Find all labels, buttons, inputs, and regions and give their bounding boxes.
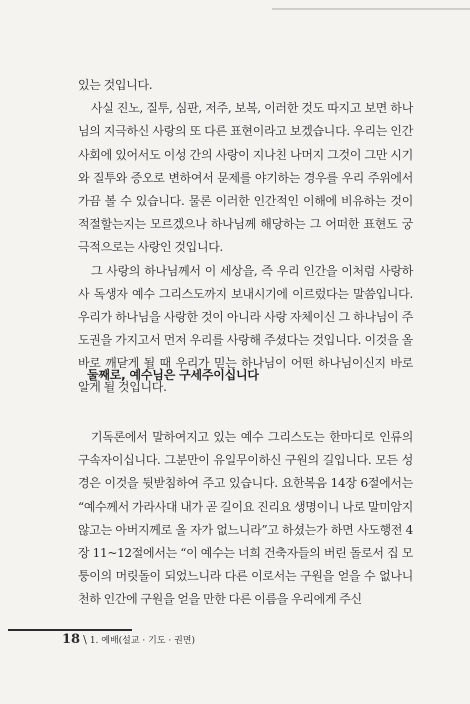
page-footer (62, 632, 195, 647)
footer-rule (8, 629, 132, 631)
running-section-title: 1. 예배(설교 · 기도 · 권면) (89, 636, 196, 646)
body-text-bottom (78, 426, 413, 612)
paragraph: 그 사랑의 하나님께서 이 세상을, 즉 우리 인간을 이처럼 사랑하사 독생자 예수 그리스도까지 보내시기에 이르렀다는 말씀입니다. 우리가 하나님을 사랑한 것이 아니라 사랑 자체이신 그 하나님이 주도권을 가지고서 먼저 우리를 사랑해 주셨다는 것입니다. 이것을 올바로 깨닫게 될 때 우리가 믿는 하나님이 어떤 하나님이신지 바로 알게 될 것입니다. (78, 263, 413, 394)
paragraph: 사실 진노, 질투, 심판, 저주, 보복, 이러한 것도 따지고 보면 하나님의 지극하신 사랑의 또 다른 표현이라고 보겠습니다. 우리는 인간사회에 있어서도 이성 간의 사랑이 지나친 나머지 그것이 그만 시기와 질투와 증오로 변하여서 문제를 야기하는 경우를 우리 주위에서 가끔 볼 수 있습니다. 물론 이러한 인간적인 이해에 비유하는 것이 적절할는지는 모르겠으나 하나님께 해당하는 그 어떠한 표현도 궁극적으로는 사랑인 것입니다. (78, 101, 413, 255)
footer-separator: \ (83, 633, 87, 646)
body-text-top (78, 74, 413, 399)
page-number: 18 (62, 632, 81, 647)
paragraph-continuation: 있는 것입니다. (78, 78, 153, 92)
paragraph: 기독론에서 말하여지고 있는 예수 그리스도는 한마디로 인류의 구속자이십니다. 그분만이 유일무이하신 구원의 길입니다. 모든 성경은 이것을 뒷받침하여 주고 있습니다. 요한복음 14장 6절에서는 “예수께서 가라사대 내가 곧 길이요 진리요 생명이니 나로 말미암지 않고는 아버지께로 올 자가 없느니라”고 하셨는가 하면 사도행전 4장 11~12절에서는 “이 예수는 너희 건축자들의 버린 돌로서 집 모퉁이의 머릿돌이 되었느니라 다른 이로서는 구원을 얻을 수 없나니 천하 인간에 구원을 얻을 만한 다른 이름을 우리에게 주신 (78, 430, 413, 607)
section-heading: 둘째로, 예수님은 구세주이십니다 (87, 368, 259, 382)
top-rule (272, 8, 470, 10)
